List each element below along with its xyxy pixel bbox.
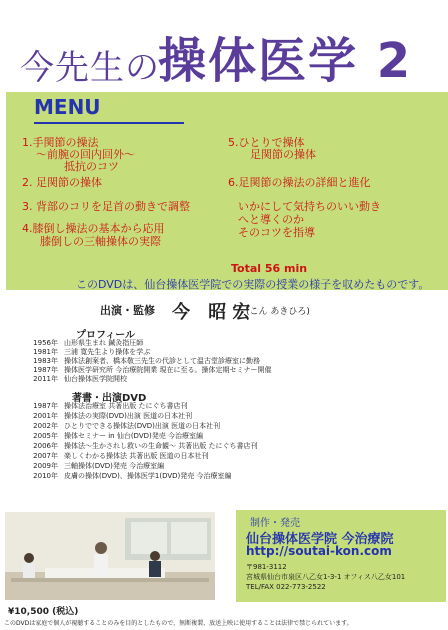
profile-row (28, 339, 143, 348)
menu-item: へと導くのか (238, 213, 304, 226)
profile-text: 山形県生まれ 鍼灸指圧師 (64, 339, 144, 347)
books-text: 皮膚の操体(DVD)、操体医学1(DVD)発売 今治療室編 (64, 472, 232, 480)
publisher-tel: TEL/FAX 022-773-2522 (246, 583, 326, 591)
books-text: ひとりでできる操体法(DVD)出演 医道の日本社刊 (64, 422, 221, 430)
books-row (28, 422, 220, 431)
books-row (28, 402, 187, 411)
books-text: 楽しくわかる操体法 共著出版 医道の日本社刊 (64, 452, 209, 460)
books-text: 操体法～生かされし救いの生命観～ 共著出版 たにぐち書店刊 (64, 442, 258, 450)
books-year: 2006年 (33, 442, 58, 450)
books-year: 2009年 (33, 462, 58, 470)
disclaimer: このDVDは家庭で個人が視聴することのみを目的としたもので、無断複製、放送上映に使用することは法律で禁じられています。 (4, 620, 353, 627)
books-row (28, 412, 192, 421)
profile-text: 操体医学研究所 今治療院開業 現在に至る。操体定期セミナー開催 (64, 366, 272, 374)
publisher-address: 宮城県仙台市泉区八乙女1-3-1 オフィス八乙女101 (246, 573, 406, 581)
books-row (28, 432, 203, 441)
profile-row (28, 348, 150, 357)
menu-item: 3. 背部のコリを足首の動きで調整 (22, 200, 190, 213)
publisher-url[interactable]: http://soutai-kon.com (246, 544, 392, 558)
class-photo-illustration (5, 512, 215, 600)
books-year: 2001年 (33, 412, 58, 420)
books-text: 三軸操体(DVD)発売 今治療室編 (64, 462, 165, 470)
books-text: 操体法の実際(DVD)出演 医道の日本社刊 (64, 412, 193, 420)
title-main: 操体医学 2 (158, 33, 413, 89)
title-banner (0, 0, 448, 88)
profile-year: 1983年 (33, 357, 58, 365)
menu-item: そのコツを指導 (238, 226, 315, 239)
profile-row (28, 357, 260, 366)
menu-item: 抵抗のコツ (64, 160, 119, 173)
books-year: 1987年 (33, 402, 58, 410)
menu-item: 4.膝倒し操法の基本から応用 (22, 222, 165, 235)
supervisor-name: 今 昭宏 (172, 302, 257, 323)
menu-item: 膝倒しの三軸操体の実際 (40, 235, 161, 248)
books-text: 操体法治療室 共著出版 たにぐち書店刊 (64, 402, 188, 410)
dvd-note: このDVDは、仙台操体医学院での実際の授業の様子を収めたものです。 (76, 278, 430, 291)
menu-panel (6, 92, 448, 290)
books-year: 2005年 (33, 432, 58, 440)
price: ¥10,500 (税込) (8, 607, 79, 617)
supervisor-reading: (こん あきひろ) (246, 307, 310, 317)
publisher-label: 制作・発売 (250, 518, 300, 529)
title-prefix: 今先生の (20, 48, 160, 88)
menu-heading: MENU (34, 95, 101, 119)
profile-row (28, 366, 271, 375)
supervisor-label: 出演・監修 (100, 304, 155, 317)
menu-item: 6.足関節の操法の詳細と進化 (228, 176, 371, 189)
menu-item: 足関節の操体 (250, 148, 316, 161)
menu-item: 2. 足関節の操体 (22, 176, 102, 189)
menu-underline (34, 122, 184, 124)
menu-item: ～前腕の回内回外～ (36, 148, 135, 161)
books-year: 2010年 (33, 472, 58, 480)
profile-year: 1956年 (33, 339, 58, 347)
publisher-box (236, 510, 446, 602)
total-time: Total 56 min (231, 262, 308, 275)
profile-text: 操体法創案者、橋本敬三先生の代診として温古堂診療室に勤務 (64, 357, 260, 365)
profile-year: 2011年 (33, 375, 58, 383)
books-year: 2007年 (33, 452, 58, 460)
profile-text: 仙台操体医学院開校 (64, 375, 127, 383)
profile-year: 1987年 (33, 366, 58, 374)
publisher-org: 仙台操体医学院 今治療院 (246, 532, 394, 547)
profile-row (28, 375, 127, 384)
books-text: 操体セミナー in 仙台(DVD)発売 今治療室編 (64, 432, 203, 440)
publisher-postal: 〒981-3112 (246, 563, 287, 571)
menu-item: 5.ひとりで操体 (228, 136, 305, 149)
books-heading: 著書・出演DVD (72, 393, 147, 404)
books-row (28, 452, 208, 461)
books-row (28, 442, 257, 451)
books-year: 2002年 (33, 422, 58, 430)
menu-item: いかにして気持ちのいい動き (238, 200, 381, 213)
books-row (28, 462, 164, 471)
menu-item: 1.手関節の操法 (22, 136, 99, 149)
books-row (28, 472, 232, 481)
class-photo (5, 512, 215, 600)
profile-year: 1981年 (33, 348, 58, 356)
profile-text: 三浦 寛先生より操体を学ぶ (64, 348, 151, 356)
profile-heading: プロフィール (76, 330, 135, 341)
